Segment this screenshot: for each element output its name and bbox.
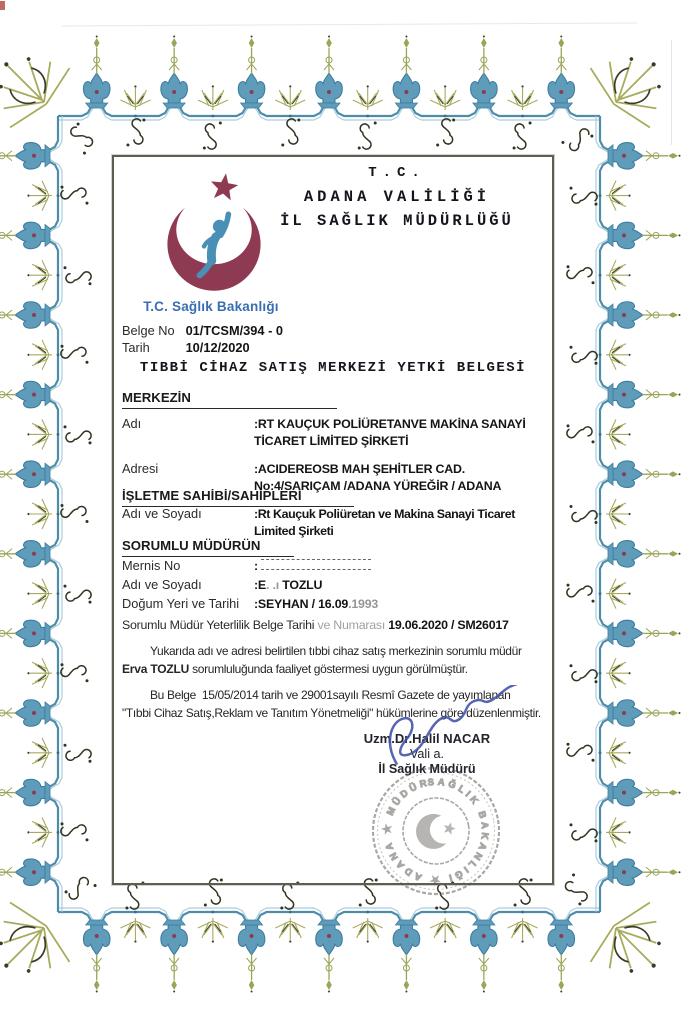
official-stamp <box>358 753 514 909</box>
belge-no-label: Belge No <box>122 323 175 338</box>
scan-artifact-line-2 <box>671 40 672 145</box>
ad-part-surname: TOZLU <box>282 578 323 592</box>
doc-header <box>232 165 562 230</box>
section-isletme: İŞLETME SAHİBİ/SAHİPLERİ <box>122 488 354 507</box>
belge-no-row <box>122 323 283 338</box>
tarih-label: Tarih <box>122 340 150 355</box>
paragraph-approval <box>122 643 542 678</box>
dogum-part-a: :SEYHAN / 16.09 <box>254 597 349 611</box>
header-authority-1: ADANA VALİLİĞİ <box>303 188 491 206</box>
dogum-label: Doğum Yeri ve Tarihi <box>122 596 240 611</box>
adi-label: Adı <box>122 416 142 431</box>
document-title: TIBBİ CİHAZ SATIŞ MERKEZİ YETKİ BELGESİ <box>139 360 527 376</box>
mernis-row <box>122 558 546 575</box>
sahip-row <box>122 506 546 539</box>
dogum-row <box>122 596 546 613</box>
p1-name: Erva TOZLU <box>122 661 190 676</box>
stamp-ring-text: SAĞLIK BAKANLIĞI ★ ADANA ★ MÜDÜRLÜĞÜ ★ <box>381 776 491 886</box>
dogum-value <box>254 596 546 613</box>
sahip-label: Adı ve Soyadı <box>122 506 202 521</box>
sorumlu-adi-label: Adı ve Soyadı <box>122 577 202 592</box>
yeterlilik-label-b: ve Numarası <box>317 618 386 632</box>
yeterlilik-value: 19.06.2020 / SM26017 <box>388 618 509 632</box>
mernis-redaction <box>261 559 371 570</box>
p1-text-a: Yukarıda adı ve adresi belirtilen tıbbi cihaz satış merkezinin sorumlu müdür <box>150 644 522 658</box>
sorumlu-adi-value <box>254 577 546 594</box>
mernis-colon: : <box>254 559 258 573</box>
mernis-value <box>254 558 546 575</box>
adi-value: :RT KAUÇUK POLİÜRETANVE MAKİNA SANAYİ TİCARET LİMİTED ŞİRKETİ <box>254 417 526 448</box>
p1-text-b: sorumluluğunda faaliyet göstermesi uygun görülmüştür. <box>192 661 468 676</box>
signatory-name: Uzm.Dr.Halil NACAR <box>363 731 491 746</box>
ad-part-a: :E <box>254 578 266 592</box>
ad-part-faded: . .ı <box>266 578 279 592</box>
header-authority-2: İL SAĞLIK MÜDÜRLÜĞÜ <box>280 212 514 230</box>
header-tc: T.C. <box>368 165 426 181</box>
paragraph-regulation: Bu Belge 15/05/2014 tarih ve 29001sayılı Resmî Gazete de yayımlanan "Tıbbi Cihaz Satış,Reklam ve Tanıtım Yönetmeliği" hükümlerine göre düzenlenmiştir. <box>122 688 541 720</box>
document-frame <box>112 155 554 885</box>
yeterlilik-row <box>122 618 552 632</box>
merkez-adi-row <box>122 416 546 449</box>
section-merkez: MERKEZİN <box>122 390 337 409</box>
tarih-value: 10/12/2020 <box>185 340 250 355</box>
mernis-label: Mernis No <box>122 558 181 573</box>
signatory-title-1: Vali a. <box>409 747 445 761</box>
adres-value: :ACIDEREOSB MAH ŞEHİTLER CAD. No:4/SARIÇAM /ADANA YÜREĞİR / ADANA <box>254 462 502 493</box>
yeterlilik-label-a: Sorumlu Müdür Yeterlilik Belge Tarihi <box>122 618 315 632</box>
belge-no-value: 01/TCSM/394 - 0 <box>185 323 284 338</box>
adres-label: Adresi <box>122 461 159 476</box>
sahip-value: :Rt Kauçuk Poliüretan ve Makina Sanayi Ticaret Limited Şirketi <box>254 507 515 538</box>
handwritten-signature <box>376 685 546 765</box>
sorumlu-adi-row <box>122 577 546 594</box>
section-sorumlu: SORUMLU MÜDÜRÜN <box>122 538 294 557</box>
dogum-part-faded: .1993 <box>348 597 379 611</box>
scan-artifact-mark <box>0 1 5 10</box>
logo-caption: T.C. Sağlık Bakanlığı <box>143 299 279 314</box>
signatory-title-2: İl Sağlık Müdürü <box>378 762 476 776</box>
tarih-row <box>122 340 250 355</box>
